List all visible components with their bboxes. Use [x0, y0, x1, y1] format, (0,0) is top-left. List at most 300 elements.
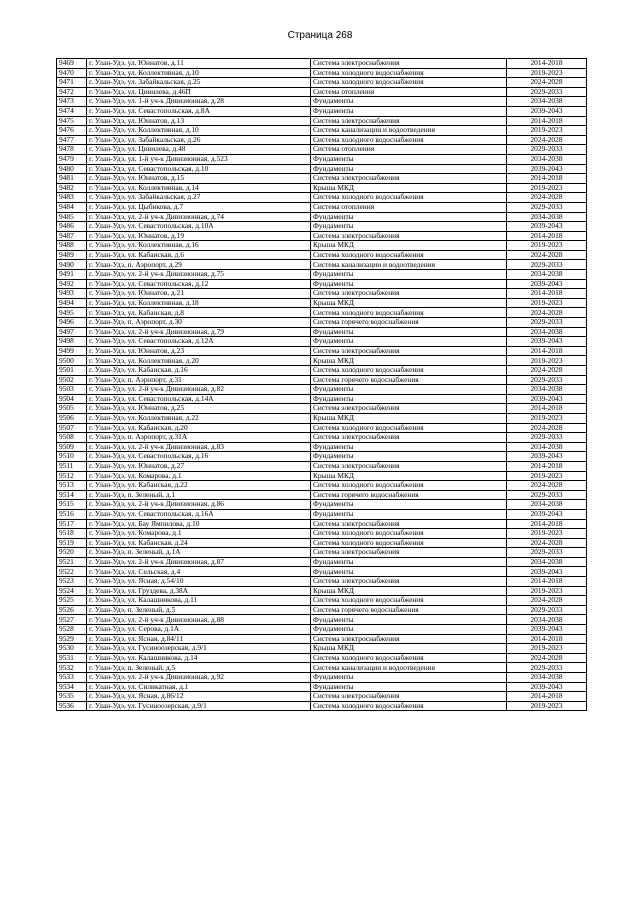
table-row [57, 634, 587, 644]
table-row [57, 548, 587, 558]
address-cell: г. Улан-Удэ, ул. Ясная, д.84/11 [87, 634, 311, 644]
row-number-cell: 9519 [57, 538, 87, 548]
table-row [57, 260, 587, 270]
row-number-cell: 9536 [57, 701, 87, 711]
row-number-cell: 9514 [57, 490, 87, 500]
row-number-cell: 9510 [57, 452, 87, 462]
period-cell: 2014-2018 [507, 634, 587, 644]
row-number-cell: 9531 [57, 653, 87, 663]
table-row [57, 318, 587, 328]
period-cell: 2019-2023 [507, 183, 587, 193]
table-row [57, 529, 587, 539]
address-cell: г. Улан-Удэ, ул. Серова, д.1А [87, 625, 311, 635]
address-cell: г. Улан-Удэ, п. Аэропорт, д.30 [87, 318, 311, 328]
table-row [57, 241, 587, 251]
address-cell: г. Улан-Удэ, ул. Забайкальская, д.27 [87, 193, 311, 203]
period-cell: 2014-2018 [507, 231, 587, 241]
row-number-cell: 9481 [57, 174, 87, 184]
address-cell: г. Улан-Удэ, п. Аэропорт, д.31 [87, 375, 311, 385]
system-cell: Фундаменты [311, 557, 507, 567]
row-number-cell: 9506 [57, 413, 87, 423]
row-number-cell: 9488 [57, 241, 87, 251]
address-cell: г. Улан-Удэ, ул. Севастопольская, д.12 [87, 279, 311, 289]
address-cell: г. Улан-Удэ, ул. Гусиноозерская, д.9/1 [87, 644, 311, 654]
system-cell: Система электроснабжения [311, 692, 507, 702]
system-cell: Система холодного водоснабжения [311, 423, 507, 433]
period-cell: 2034-2038 [507, 673, 587, 683]
row-number-cell: 9479 [57, 154, 87, 164]
system-cell: Система электроснабжения [311, 461, 507, 471]
period-cell: 2024-2028 [507, 250, 587, 260]
system-cell: Система холодного водоснабжения [311, 250, 507, 260]
system-cell: Крыша МКД [311, 471, 507, 481]
system-cell: Фундаменты [311, 97, 507, 107]
period-cell: 2024-2028 [507, 481, 587, 491]
table-row [57, 653, 587, 663]
table-row [57, 673, 587, 683]
system-cell: Система отопления [311, 87, 507, 97]
period-cell: 2029-2033 [507, 663, 587, 673]
table-row [57, 461, 587, 471]
address-cell: г. Улан-Удэ, ул. Кабанская, д.6 [87, 250, 311, 260]
table-row [57, 452, 587, 462]
address-cell: г. Улан-Удэ, ул. Ясная, д.54/10 [87, 577, 311, 587]
system-cell: Система канализации и водоотведения [311, 260, 507, 270]
system-cell: Система холодного водоснабжения [311, 653, 507, 663]
row-number-cell: 9492 [57, 279, 87, 289]
period-cell: 2034-2038 [507, 270, 587, 280]
table-row [57, 519, 587, 529]
system-cell: Система холодного водоснабжения [311, 481, 507, 491]
period-cell: 2034-2038 [507, 615, 587, 625]
row-number-cell: 9520 [57, 548, 87, 558]
period-cell: 2029-2033 [507, 433, 587, 443]
period-cell: 2039-2043 [507, 509, 587, 519]
row-number-cell: 9511 [57, 461, 87, 471]
period-cell: 2024-2028 [507, 653, 587, 663]
system-cell: Система канализации и водоотведения [311, 126, 507, 136]
period-cell: 2024-2028 [507, 135, 587, 145]
row-number-cell: 9486 [57, 222, 87, 232]
table-row [57, 59, 587, 69]
period-cell: 2014-2018 [507, 404, 587, 414]
period-cell: 2034-2038 [507, 557, 587, 567]
table-row [57, 567, 587, 577]
system-cell: Фундаменты [311, 452, 507, 462]
row-number-cell: 9524 [57, 586, 87, 596]
system-cell: Фундаменты [311, 270, 507, 280]
period-cell: 2024-2028 [507, 78, 587, 88]
table-row [57, 500, 587, 510]
period-cell: 2034-2038 [507, 212, 587, 222]
period-cell: 2014-2018 [507, 59, 587, 69]
system-cell: Система электроснабжения [311, 174, 507, 184]
row-number-cell: 9476 [57, 126, 87, 136]
system-cell: Система электроснабжения [311, 548, 507, 558]
address-cell: г. Улан-Удэ, п. Зеленый, д.5 [87, 605, 311, 615]
address-cell: г. Улан-Удэ, ул. Севастопольская, д.16 [87, 452, 311, 462]
period-cell: 2029-2033 [507, 490, 587, 500]
repair-schedule-table [56, 58, 587, 711]
address-cell: г. Улан-Удэ, ул. Гусиноозерская, д.9/1 [87, 701, 311, 711]
address-cell: г. Улан-Удэ, п. Зеленый, д.1А [87, 548, 311, 558]
period-cell: 2014-2018 [507, 577, 587, 587]
table-row [57, 231, 587, 241]
row-number-cell: 9507 [57, 423, 87, 433]
row-number-cell: 9471 [57, 78, 87, 88]
period-cell: 2019-2023 [507, 68, 587, 78]
period-cell: 2024-2028 [507, 423, 587, 433]
system-cell: Крыша МКД [311, 586, 507, 596]
period-cell: 2029-2033 [507, 375, 587, 385]
row-number-cell: 9497 [57, 327, 87, 337]
period-cell: 2029-2033 [507, 318, 587, 328]
system-cell: Система горячего водоснабжения [311, 605, 507, 615]
period-cell: 2014-2018 [507, 692, 587, 702]
system-cell: Фундаменты [311, 279, 507, 289]
address-cell: г. Улан-Удэ, ул. Севастопольская, д.8А [87, 106, 311, 116]
table-row [57, 337, 587, 347]
system-cell: Система отопления [311, 202, 507, 212]
period-cell: 2024-2028 [507, 193, 587, 203]
page-number-label: Страница 268 [287, 30, 353, 41]
address-cell: г. Улан-Удэ, ул. Кабанская, д.20 [87, 423, 311, 433]
table-row [57, 183, 587, 193]
table-row [57, 586, 587, 596]
table-row [57, 289, 587, 299]
address-cell: г. Улан-Удэ, п. Зеленый, д.5 [87, 663, 311, 673]
row-number-cell: 9490 [57, 260, 87, 270]
table-row [57, 644, 587, 654]
address-cell: г. Улан-Удэ, ул. 2-й уч-к Дивизионная, д.88 [87, 615, 311, 625]
system-cell: Фундаменты [311, 212, 507, 222]
address-cell: г. Улан-Удэ, ул. Севастопольская, д.14А [87, 394, 311, 404]
period-cell: 2024-2028 [507, 596, 587, 606]
row-number-cell: 9530 [57, 644, 87, 654]
period-cell: 2039-2043 [507, 394, 587, 404]
table-row [57, 394, 587, 404]
row-number-cell: 9528 [57, 625, 87, 635]
system-cell: Система холодного водоснабжения [311, 78, 507, 88]
table-row [57, 164, 587, 174]
system-cell: Система электроснабжения [311, 346, 507, 356]
row-number-cell: 9526 [57, 605, 87, 615]
address-cell: г. Улан-Удэ, ул. Забайкальская, д.25 [87, 78, 311, 88]
table-row [57, 212, 587, 222]
address-cell: г. Улан-Удэ, ул. Коллективная, д.14 [87, 183, 311, 193]
address-cell: г. Улан-Удэ, ул. 2-й уч-к Дивизионная, д.83 [87, 442, 311, 452]
address-cell: г. Улан-Удэ, ул. 2-й уч-к Дивизионная, д.75 [87, 270, 311, 280]
address-cell: г. Улан-Удэ, ул. Севастопольская, д.16А [87, 509, 311, 519]
system-cell: Фундаменты [311, 106, 507, 116]
period-cell: 2039-2043 [507, 682, 587, 692]
period-cell: 2039-2043 [507, 279, 587, 289]
table-row [57, 298, 587, 308]
table-row [57, 423, 587, 433]
table-row [57, 366, 587, 376]
address-cell: г. Улан-Удэ, ул. 2-й уч-к Дивизионная, д.87 [87, 557, 311, 567]
table-body [57, 59, 587, 711]
period-cell: 2019-2023 [507, 126, 587, 136]
period-cell: 2024-2028 [507, 366, 587, 376]
system-cell: Фундаменты [311, 567, 507, 577]
row-number-cell: 9532 [57, 663, 87, 673]
row-number-cell: 9483 [57, 193, 87, 203]
system-cell: Крыша МКД [311, 356, 507, 366]
row-number-cell: 9498 [57, 337, 87, 347]
row-number-cell: 9503 [57, 385, 87, 395]
system-cell: Система электроснабжения [311, 634, 507, 644]
system-cell: Фундаменты [311, 164, 507, 174]
address-cell: г. Улан-Удэ, ул. Севастопольская, д.10 [87, 164, 311, 174]
period-cell: 2039-2043 [507, 625, 587, 635]
row-number-cell: 9473 [57, 97, 87, 107]
table-row [57, 126, 587, 136]
row-number-cell: 9489 [57, 250, 87, 260]
period-cell: 2034-2038 [507, 500, 587, 510]
system-cell: Система электроснабжения [311, 519, 507, 529]
period-cell: 2029-2033 [507, 260, 587, 270]
system-cell: Фундаменты [311, 625, 507, 635]
row-number-cell: 9501 [57, 366, 87, 376]
row-number-cell: 9523 [57, 577, 87, 587]
address-cell: г. Улан-Удэ, ул. Кабанская, д.22 [87, 481, 311, 491]
address-cell: г. Улан-Удэ, ул. Силикатная, д.1 [87, 682, 311, 692]
system-cell: Система холодного водоснабжения [311, 68, 507, 78]
table-row [57, 625, 587, 635]
table-row [57, 577, 587, 587]
table-row [57, 174, 587, 184]
system-cell: Крыша МКД [311, 298, 507, 308]
table-row [57, 442, 587, 452]
row-number-cell: 9499 [57, 346, 87, 356]
row-number-cell: 9475 [57, 116, 87, 126]
address-cell: г. Улан-Удэ, ул. Кабанская, д.16 [87, 366, 311, 376]
row-number-cell: 9527 [57, 615, 87, 625]
period-cell: 2034-2038 [507, 97, 587, 107]
table-row [57, 538, 587, 548]
period-cell: 2024-2028 [507, 538, 587, 548]
table-row [57, 471, 587, 481]
address-cell: г. Улан-Удэ, ул. Цивилева, д.46П [87, 87, 311, 97]
system-cell: Фундаменты [311, 509, 507, 519]
row-number-cell: 9512 [57, 471, 87, 481]
row-number-cell: 9500 [57, 356, 87, 366]
system-cell: Система холодного водоснабжения [311, 193, 507, 203]
period-cell: 2019-2023 [507, 471, 587, 481]
address-cell: г. Улан-Удэ, ул. 2-й уч-к Дивизионная, д.79 [87, 327, 311, 337]
address-cell: г. Улан-Удэ, ул. 1-й уч-к Дивизионная, д.523 [87, 154, 311, 164]
system-cell: Система отопления [311, 145, 507, 155]
period-cell: 2019-2023 [507, 356, 587, 366]
system-cell: Система холодного водоснабжения [311, 529, 507, 539]
table-row [57, 692, 587, 702]
row-number-cell: 9529 [57, 634, 87, 644]
table-row [57, 375, 587, 385]
table-row [57, 145, 587, 155]
table-row [57, 356, 587, 366]
table-row [57, 701, 587, 711]
system-cell: Система электроснабжения [311, 433, 507, 443]
system-cell: Крыша МКД [311, 413, 507, 423]
row-number-cell: 9515 [57, 500, 87, 510]
period-cell: 2029-2033 [507, 605, 587, 615]
table-row [57, 106, 587, 116]
table-row [57, 116, 587, 126]
system-cell: Система холодного водоснабжения [311, 308, 507, 318]
period-cell: 2034-2038 [507, 327, 587, 337]
table-row [57, 68, 587, 78]
address-cell: г. Улан-Удэ, ул. Коллективная, д.10 [87, 68, 311, 78]
row-number-cell: 9496 [57, 318, 87, 328]
address-cell: г. Улан-Удэ, ул. Груздева, д.38А [87, 586, 311, 596]
address-cell: г. Улан-Удэ, п. Аэропорт, д.29 [87, 260, 311, 270]
table-row [57, 279, 587, 289]
address-cell: г. Улан-Удэ, ул. Юннатов, д.13 [87, 116, 311, 126]
row-number-cell: 9534 [57, 682, 87, 692]
period-cell: 2029-2033 [507, 87, 587, 97]
period-cell: 2029-2033 [507, 202, 587, 212]
address-cell: г. Улан-Удэ, п. Аэропорт, д.31А [87, 433, 311, 443]
address-cell: г. Улан-Удэ, ул. Комарова, д.1 [87, 471, 311, 481]
period-cell: 2034-2038 [507, 154, 587, 164]
row-number-cell: 9508 [57, 433, 87, 443]
period-cell: 2014-2018 [507, 116, 587, 126]
row-number-cell: 9521 [57, 557, 87, 567]
system-cell: Система холодного водоснабжения [311, 596, 507, 606]
period-cell: 2039-2043 [507, 164, 587, 174]
address-cell: г. Улан-Удэ, ул. Калашникова, д.11 [87, 596, 311, 606]
table-row [57, 78, 587, 88]
table-row [57, 270, 587, 280]
table-row [57, 413, 587, 423]
address-cell: г. Улан-Удэ, п. Зеленый, д.1 [87, 490, 311, 500]
table-row [57, 615, 587, 625]
period-cell: 2019-2023 [507, 241, 587, 251]
address-cell: г. Улан-Удэ, ул. Севастопольская, д.10А [87, 222, 311, 232]
address-cell: г. Улан-Удэ, ул. Юннатов, д.15 [87, 174, 311, 184]
table-row [57, 404, 587, 414]
system-cell: Система холодного водоснабжения [311, 701, 507, 711]
period-cell: 2039-2043 [507, 106, 587, 116]
period-cell: 2019-2023 [507, 586, 587, 596]
row-number-cell: 9487 [57, 231, 87, 241]
period-cell: 2029-2033 [507, 548, 587, 558]
address-cell: г. Улан-Удэ, ул. Коллективная, д.16 [87, 241, 311, 251]
table-row [57, 154, 587, 164]
row-number-cell: 9517 [57, 519, 87, 529]
system-cell: Система горячего водоснабжения [311, 490, 507, 500]
table-row [57, 509, 587, 519]
system-cell: Система холодного водоснабжения [311, 366, 507, 376]
row-number-cell: 9533 [57, 673, 87, 683]
row-number-cell: 9484 [57, 202, 87, 212]
system-cell: Фундаменты [311, 682, 507, 692]
row-number-cell: 9474 [57, 106, 87, 116]
system-cell: Система горячего водоснабжения [311, 375, 507, 385]
address-cell: г. Улан-Удэ, ул. 2-й уч-к Дивизионная, д.92 [87, 673, 311, 683]
table-row [57, 605, 587, 615]
address-cell: г. Улан-Удэ, ул. Сельская, д.4 [87, 567, 311, 577]
row-number-cell: 9494 [57, 298, 87, 308]
system-cell: Крыша МКД [311, 183, 507, 193]
address-cell: г. Улан-Удэ, ул. Юннатов, д.25 [87, 404, 311, 414]
address-cell: г. Улан-Удэ, ул. Цыбикова, д.7 [87, 202, 311, 212]
row-number-cell: 9485 [57, 212, 87, 222]
system-cell: Система электроснабжения [311, 116, 507, 126]
row-number-cell: 9491 [57, 270, 87, 280]
address-cell: г. Улан-Удэ, ул. 1-й уч-к Дивизионная, д.28 [87, 97, 311, 107]
address-cell: г. Улан-Удэ, ул. Юннатов, д.23 [87, 346, 311, 356]
row-number-cell: 9472 [57, 87, 87, 97]
row-number-cell: 9469 [57, 59, 87, 69]
address-cell: г. Улан-Удэ, ул. Севастопольская, д.12А [87, 337, 311, 347]
address-cell: г. Улан-Удэ, ул. Комарова, д.1 [87, 529, 311, 539]
table-row [57, 87, 587, 97]
address-cell: г. Улан-Удэ, ул. 2-й уч-к Дивизионная, д.86 [87, 500, 311, 510]
system-cell: Система канализации и водоотведения [311, 663, 507, 673]
row-number-cell: 9513 [57, 481, 87, 491]
system-cell: Фундаменты [311, 222, 507, 232]
period-cell: 2039-2043 [507, 567, 587, 577]
table-row [57, 682, 587, 692]
period-cell: 2019-2023 [507, 413, 587, 423]
table-row [57, 222, 587, 232]
period-cell: 2039-2043 [507, 337, 587, 347]
table-row [57, 596, 587, 606]
address-cell: г. Улан-Удэ, ул. Юннатов, д.11 [87, 59, 311, 69]
row-number-cell: 9477 [57, 135, 87, 145]
address-cell: г. Улан-Удэ, ул. Бау Ямпилова, д.10 [87, 519, 311, 529]
period-cell: 2014-2018 [507, 174, 587, 184]
address-cell: г. Улан-Удэ, ул. Коллективная, д.22 [87, 413, 311, 423]
row-number-cell: 9502 [57, 375, 87, 385]
address-cell: г. Улан-Удэ, ул. Цивилева, д.48 [87, 145, 311, 155]
system-cell: Фундаменты [311, 385, 507, 395]
period-cell: 2024-2028 [507, 308, 587, 318]
period-cell: 2039-2043 [507, 222, 587, 232]
table-row [57, 327, 587, 337]
system-cell: Фундаменты [311, 394, 507, 404]
system-cell: Система электроснабжения [311, 59, 507, 69]
address-cell: г. Улан-Удэ, ул. Кабанская, д.24 [87, 538, 311, 548]
system-cell: Система электроснабжения [311, 231, 507, 241]
period-cell: 2014-2018 [507, 461, 587, 471]
period-cell: 2034-2038 [507, 385, 587, 395]
system-cell: Фундаменты [311, 500, 507, 510]
period-cell: 2019-2023 [507, 529, 587, 539]
system-cell: Система электроснабжения [311, 404, 507, 414]
address-cell: г. Улан-Удэ, ул. Коллективная, д.10 [87, 126, 311, 136]
system-cell: Крыша МКД [311, 644, 507, 654]
table-row [57, 193, 587, 203]
table-row [57, 433, 587, 443]
period-cell: 2014-2018 [507, 346, 587, 356]
table-row [57, 663, 587, 673]
address-cell: г. Улан-Удэ, ул. Юннатов, д.21 [87, 289, 311, 299]
address-cell: г. Улан-Удэ, ул. Ясная, д.86/12 [87, 692, 311, 702]
row-number-cell: 9504 [57, 394, 87, 404]
system-cell: Фундаменты [311, 337, 507, 347]
table-row [57, 202, 587, 212]
address-cell: г. Улан-Удэ, ул. Забайкальская, д.26 [87, 135, 311, 145]
table-row [57, 385, 587, 395]
row-number-cell: 9493 [57, 289, 87, 299]
system-cell: Система горячего водоснабжения [311, 318, 507, 328]
period-cell: 2039-2043 [507, 452, 587, 462]
row-number-cell: 9480 [57, 164, 87, 174]
system-cell: Крыша МКД [311, 241, 507, 251]
